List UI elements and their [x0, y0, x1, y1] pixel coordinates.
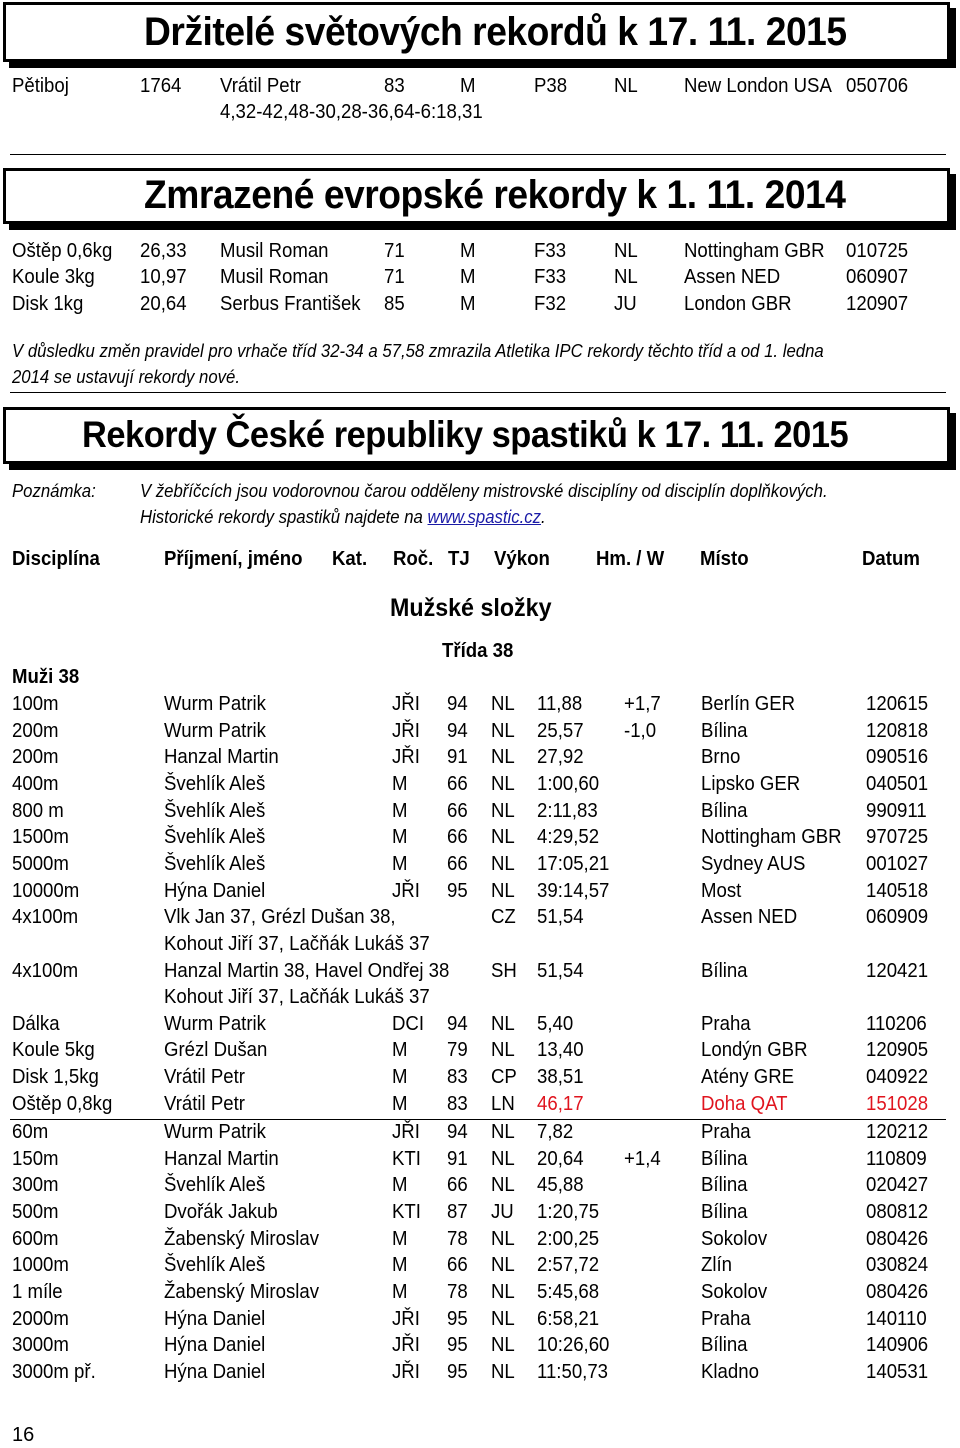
- athlete-name: Vlk Jan 37, Grézl Dušan 38,: [164, 906, 396, 929]
- date: 030824: [866, 1254, 929, 1277]
- class: F33: [534, 240, 567, 262]
- place: Bílina: [701, 1174, 748, 1197]
- birth-year: 71: [384, 240, 405, 262]
- world-records-title: Držitelé světových rekordů k 17. 11. 2015: [144, 10, 847, 54]
- athlete-name: Dvořák Jakub: [164, 1200, 278, 1223]
- header-performance: Výkon: [494, 548, 550, 570]
- header-year: Roč.: [393, 548, 434, 570]
- category: KTI: [392, 1200, 421, 1223]
- place: Assen NED: [684, 266, 781, 288]
- club: NL: [491, 1307, 515, 1330]
- performance: 17:05,21: [537, 852, 610, 875]
- birth-year: 66: [447, 826, 468, 849]
- birth-year: 85: [384, 293, 405, 315]
- birth-year: 95: [447, 1307, 468, 1330]
- athlete-name: Hýna Daniel: [164, 1307, 266, 1330]
- birth-year: 95: [447, 1334, 468, 1357]
- category: M: [392, 1280, 408, 1303]
- category: M: [392, 1092, 408, 1115]
- date: 110809: [866, 1147, 927, 1170]
- sex: M: [460, 75, 476, 97]
- category: JŘI: [392, 1334, 420, 1357]
- place: Nottingham GBR: [701, 826, 842, 849]
- athlete-name: Švehlík Aleš: [164, 799, 266, 822]
- club: NL: [491, 1334, 515, 1357]
- header-name: Příjmení, jméno: [164, 548, 303, 570]
- category: M: [392, 1066, 408, 1089]
- date: 990911: [866, 799, 927, 822]
- category: JŘI: [392, 1307, 420, 1330]
- athlete-name: Kohout Jiří 37, Lačňák Lukáš 37: [164, 932, 430, 955]
- birth-year: 66: [447, 1174, 468, 1197]
- athlete-name: Švehlík Aleš: [164, 826, 266, 849]
- birth-year: 94: [447, 1121, 468, 1143]
- athlete-name: Wurm Patrik: [164, 1121, 266, 1143]
- category: JŘI: [392, 879, 420, 902]
- frozen-record-row: [0, 291, 960, 317]
- table-row: [0, 931, 960, 957]
- club: NL: [491, 1280, 515, 1303]
- discipline: 600m: [12, 1227, 59, 1250]
- header-club: TJ: [448, 548, 470, 570]
- place: Bílina: [701, 1147, 748, 1170]
- discipline: Koule 3kg: [12, 266, 95, 288]
- club: NL: [491, 1254, 515, 1277]
- club: JU: [491, 1200, 514, 1223]
- result: 10,97: [140, 266, 187, 288]
- section-title: Mužské složky: [390, 594, 552, 622]
- discipline: Dálka: [12, 1012, 60, 1035]
- discipline: 3000m př.: [12, 1360, 96, 1383]
- discipline: 1 míle: [12, 1280, 63, 1303]
- performance: 51,54: [537, 959, 584, 982]
- frozen-record-row: [0, 264, 960, 290]
- category: DCI: [392, 1012, 425, 1035]
- world-record-row: [0, 73, 960, 99]
- discipline: Oštěp 0,8kg: [12, 1092, 113, 1115]
- place: Berlín GER: [701, 693, 796, 715]
- category: M: [392, 772, 408, 795]
- date: 140518: [866, 879, 929, 902]
- athlete-name: Wurm Patrik: [164, 1012, 266, 1035]
- date: 050706: [846, 75, 909, 97]
- date: 001027: [866, 852, 929, 875]
- place: Kladno: [701, 1360, 759, 1383]
- athlete-name: Kohout Jiří 37, Lačňák Lukáš 37: [164, 986, 430, 1009]
- club: CP: [491, 1066, 517, 1089]
- remark-suffix: .: [541, 507, 546, 527]
- discipline: 800 m: [12, 799, 64, 822]
- discipline: Pětiboj: [12, 75, 69, 97]
- performance: 1:20,75: [537, 1200, 600, 1223]
- date: 040501: [866, 772, 929, 795]
- performance: 4:29,52: [537, 826, 600, 849]
- wind: -1,0: [624, 719, 657, 742]
- place: Praha: [701, 1012, 751, 1035]
- place: Bílina: [701, 1200, 748, 1223]
- club: LN: [491, 1092, 515, 1115]
- discipline: 4x100m: [12, 906, 79, 929]
- place: Londýn GBR: [701, 1039, 808, 1062]
- date: 970725: [866, 826, 929, 849]
- table-row: [0, 1226, 960, 1252]
- date: 080426: [866, 1227, 929, 1250]
- date: 060909: [866, 906, 929, 929]
- table-row: [0, 771, 960, 797]
- athlete-name: Musil Roman: [220, 266, 329, 288]
- birth-year: 66: [447, 852, 468, 875]
- place: Brno: [701, 746, 741, 769]
- discipline: 3000m: [12, 1334, 69, 1357]
- class: P38: [534, 75, 568, 97]
- club: NL: [491, 1227, 515, 1250]
- performance: 2:11,83: [537, 799, 598, 822]
- category: M: [392, 852, 408, 875]
- frozen-note-line2: 2014 se ustavují rekordy nové.: [12, 367, 240, 387]
- table-row: [0, 1306, 960, 1332]
- club: NL: [491, 799, 515, 822]
- discipline: 2000m: [12, 1307, 69, 1330]
- club: NL: [491, 1012, 515, 1035]
- athlete-name: Wurm Patrik: [164, 719, 266, 742]
- remark-line1: V žebříčcích jsou vodorovnou čarou odděleny mistrovské disciplíny od disciplín doplňkových.: [140, 481, 828, 501]
- place: Bílina: [701, 799, 748, 822]
- wind: +1,4: [624, 1147, 661, 1170]
- place: Lipsko GER: [701, 772, 801, 795]
- club: NL: [491, 1360, 515, 1383]
- date: 060907: [846, 266, 909, 288]
- divider: [10, 154, 946, 155]
- birth-year: 94: [447, 693, 468, 715]
- table-row: [0, 1119, 960, 1145]
- athlete-name: Hanzal Martin: [164, 1147, 279, 1170]
- table-row: [0, 1091, 960, 1117]
- performance: 13,40: [537, 1039, 584, 1062]
- category: JŘI: [392, 693, 420, 715]
- club: NL: [491, 826, 515, 849]
- czech-records-banner: [3, 407, 950, 464]
- date: 140110: [866, 1307, 927, 1330]
- performance: 38,51: [537, 1066, 584, 1089]
- table-row: [0, 1199, 960, 1225]
- athlete-name: Vrátil Petr: [164, 1092, 245, 1115]
- table-row: [0, 718, 960, 744]
- club: NL: [491, 879, 515, 902]
- table-row: [0, 691, 960, 717]
- remark-label: Poznámka:: [12, 481, 96, 501]
- discipline: 200m: [12, 746, 59, 769]
- header-place: Místo: [700, 548, 749, 570]
- table-row: [0, 798, 960, 824]
- class-title: Třída 38: [442, 640, 514, 662]
- discipline: 100m: [12, 693, 59, 715]
- world-record-detail: [0, 99, 960, 125]
- remark-text: Historické rekordy spastiků najdete na: [140, 507, 428, 527]
- header-wind: Hm. / W: [596, 548, 665, 570]
- header-discipline: Disciplína: [12, 548, 100, 570]
- athlete-name: Wurm Patrik: [164, 693, 266, 715]
- category: M: [392, 1174, 408, 1197]
- discipline: Disk 1,5kg: [12, 1066, 99, 1089]
- discipline: 500m: [12, 1200, 59, 1223]
- athlete-name: Vrátil Petr: [220, 75, 301, 97]
- category: JŘI: [392, 719, 420, 742]
- club: NL: [491, 772, 515, 795]
- category: M: [392, 826, 408, 849]
- result: 1764: [140, 75, 182, 97]
- discipline: 150m: [12, 1147, 59, 1170]
- place: Atény GRE: [701, 1066, 795, 1089]
- place: Zlín: [701, 1254, 733, 1277]
- performance: 27,92: [537, 746, 584, 769]
- sex: M: [460, 240, 476, 262]
- place: Most: [701, 879, 742, 902]
- category: M: [392, 799, 408, 822]
- date: 090516: [866, 746, 929, 769]
- performance: 51,54: [537, 906, 584, 929]
- table-row: [0, 878, 960, 904]
- result: 26,33: [140, 240, 187, 262]
- performance: 39:14,57: [537, 879, 610, 902]
- place: Doha QAT: [701, 1092, 788, 1115]
- place: London GBR: [684, 293, 792, 315]
- table-row: [0, 744, 960, 770]
- discipline: 5000m: [12, 852, 69, 875]
- discipline: 1000m: [12, 1254, 69, 1277]
- table-row: [0, 1172, 960, 1198]
- date: 020427: [866, 1174, 929, 1197]
- birth-year: 95: [447, 879, 468, 902]
- table-row: [0, 824, 960, 850]
- place: Sokolov: [701, 1280, 768, 1303]
- athlete-name: Serbus František: [220, 293, 361, 315]
- sex: M: [460, 266, 476, 288]
- athlete-name: Hýna Daniel: [164, 1334, 266, 1357]
- table-row: [0, 851, 960, 877]
- date: 120212: [866, 1121, 929, 1143]
- discipline: Disk 1kg: [12, 293, 84, 315]
- birth-year: 66: [447, 1254, 468, 1277]
- performance: 2:00,25: [537, 1227, 600, 1250]
- club: NL: [491, 1121, 515, 1143]
- performance: 11:50,73: [537, 1360, 609, 1383]
- header-category: Kat.: [332, 548, 368, 570]
- spastic-link[interactable]: www.spastic.cz: [427, 507, 542, 527]
- athlete-name: Hýna Daniel: [164, 1360, 266, 1383]
- performance: 45,88: [537, 1174, 584, 1197]
- date: 120615: [866, 693, 929, 715]
- place: Nottingham GBR: [684, 240, 825, 262]
- result: 20,64: [140, 293, 187, 315]
- performance: 5:45,68: [537, 1280, 600, 1303]
- performance: 46,17: [537, 1092, 584, 1115]
- date: 120905: [866, 1039, 929, 1062]
- club: NL: [491, 1174, 515, 1197]
- performance: 20,64: [537, 1147, 584, 1170]
- club: NL: [614, 266, 638, 288]
- performance: 6:58,21: [537, 1307, 600, 1330]
- club: NL: [491, 693, 515, 715]
- table-row: [0, 1146, 960, 1172]
- divider: [10, 392, 946, 393]
- place: Sydney AUS: [701, 852, 806, 875]
- performance: 2:57,72: [537, 1254, 600, 1277]
- date: 010725: [846, 240, 909, 262]
- table-row: [0, 1064, 960, 1090]
- category: KTI: [392, 1147, 421, 1170]
- birth-year: 91: [447, 1147, 468, 1170]
- club: CZ: [491, 906, 516, 929]
- table-row: [0, 1037, 960, 1063]
- date: 080426: [866, 1280, 929, 1303]
- discipline: 200m: [12, 719, 59, 742]
- club: NL: [491, 719, 515, 742]
- place: Bílina: [701, 1334, 748, 1357]
- table-row: [0, 984, 960, 1010]
- date: 040922: [866, 1066, 929, 1089]
- group-title: Muži 38: [12, 666, 80, 688]
- place: Praha: [701, 1307, 751, 1330]
- performance: 10:26,60: [537, 1334, 610, 1357]
- pentathlon-splits: 4,32-42,48-30,28-36,64-6:18,31: [220, 101, 483, 123]
- club: NL: [491, 1147, 515, 1170]
- frozen-records-title: Zmrazené evropské rekordy k 1. 11. 2014: [144, 173, 846, 217]
- category: JŘI: [392, 1121, 420, 1143]
- date: 110206: [866, 1012, 927, 1035]
- performance: 7,82: [537, 1121, 574, 1143]
- discipline: Oštěp 0,6kg: [12, 240, 113, 262]
- place: New London USA: [684, 75, 832, 97]
- athlete-name: Hanzal Martin 38, Havel Ondřej 38: [164, 959, 450, 982]
- club: NL: [491, 852, 515, 875]
- czech-records-title: Rekordy České republiky spastiků k 17. 11. 2015: [82, 414, 849, 455]
- category: M: [392, 1227, 408, 1250]
- date: 080812: [866, 1200, 929, 1223]
- discipline: 10000m: [12, 879, 80, 902]
- discipline: 4x100m: [12, 959, 79, 982]
- date: 120907: [846, 293, 909, 315]
- world-records-banner: [3, 2, 950, 62]
- athlete-name: Musil Roman: [220, 240, 329, 262]
- athlete-name: Hanzal Martin: [164, 746, 279, 769]
- frozen-record-row: [0, 238, 960, 264]
- discipline: 400m: [12, 772, 59, 795]
- athlete-name: Švehlík Aleš: [164, 772, 266, 795]
- club: NL: [491, 1039, 515, 1062]
- athlete-name: Švehlík Aleš: [164, 1254, 266, 1277]
- wind: +1,7: [624, 693, 661, 715]
- frozen-records-banner: [3, 168, 950, 224]
- athlete-name: Žabenský Miroslav: [164, 1227, 320, 1250]
- header-date: Datum: [862, 548, 920, 570]
- place: Assen NED: [701, 906, 798, 929]
- discipline: 300m: [12, 1174, 59, 1197]
- birth-year: 91: [447, 746, 468, 769]
- date: 120421: [866, 959, 929, 982]
- category: JŘI: [392, 1360, 420, 1383]
- page-number: 16: [12, 1424, 35, 1446]
- table-row: [0, 904, 960, 930]
- athlete-name: Švehlík Aleš: [164, 852, 266, 875]
- date: 140906: [866, 1334, 929, 1357]
- class: F32: [534, 293, 567, 315]
- birth-year: 78: [447, 1227, 468, 1250]
- sex: M: [460, 293, 476, 315]
- frozen-note-line1: V důsledku změn pravidel pro vrhače tříd 32-34 a 57,58 zmrazila Atletika IPC rekordy těchto tříd a od 1. ledna: [12, 341, 824, 361]
- birth-year: 79: [447, 1039, 468, 1062]
- remark-line2: [140, 504, 546, 530]
- birth-year: 71: [384, 266, 405, 288]
- club: NL: [491, 746, 515, 769]
- birth-year: 94: [447, 1012, 468, 1035]
- birth-year: 87: [447, 1200, 468, 1223]
- table-row: [0, 958, 960, 984]
- club: NL: [614, 75, 638, 97]
- performance: 11,88: [537, 693, 583, 715]
- birth-year: 83: [447, 1066, 468, 1089]
- date: 151028: [866, 1092, 929, 1115]
- birth-year: 78: [447, 1280, 468, 1303]
- table-row: [0, 1011, 960, 1037]
- birth-year: 83: [447, 1092, 468, 1115]
- performance: 5,40: [537, 1012, 574, 1035]
- table-row: [0, 1359, 960, 1385]
- date: 140531: [866, 1360, 929, 1383]
- club: SH: [491, 959, 517, 982]
- class: F33: [534, 266, 567, 288]
- birth-year: 95: [447, 1360, 468, 1383]
- place: Bílina: [701, 719, 748, 742]
- birth-year: 66: [447, 799, 468, 822]
- athlete-name: Žabenský Miroslav: [164, 1280, 320, 1303]
- club: NL: [614, 240, 638, 262]
- category: M: [392, 1039, 408, 1062]
- category: JŘI: [392, 746, 420, 769]
- birth-year: 83: [384, 75, 405, 97]
- discipline: 1500m: [12, 826, 69, 849]
- athlete-name: Grézl Dušan: [164, 1039, 268, 1062]
- table-row: [0, 1252, 960, 1278]
- table-row: [0, 1279, 960, 1305]
- performance: 1:00,60: [537, 772, 600, 795]
- discipline: Koule 5kg: [12, 1039, 95, 1062]
- discipline: 60m: [12, 1121, 49, 1143]
- birth-year: 94: [447, 719, 468, 742]
- club: JU: [614, 293, 637, 315]
- performance: 25,57: [537, 719, 584, 742]
- date: 120818: [866, 719, 929, 742]
- athlete-name: Hýna Daniel: [164, 879, 266, 902]
- category: M: [392, 1254, 408, 1277]
- athlete-name: Vrátil Petr: [164, 1066, 245, 1089]
- place: Sokolov: [701, 1227, 768, 1250]
- table-row: [0, 1332, 960, 1358]
- place: Praha: [701, 1121, 751, 1143]
- place: Bílina: [701, 959, 748, 982]
- birth-year: 66: [447, 772, 468, 795]
- athlete-name: Švehlík Aleš: [164, 1174, 266, 1197]
